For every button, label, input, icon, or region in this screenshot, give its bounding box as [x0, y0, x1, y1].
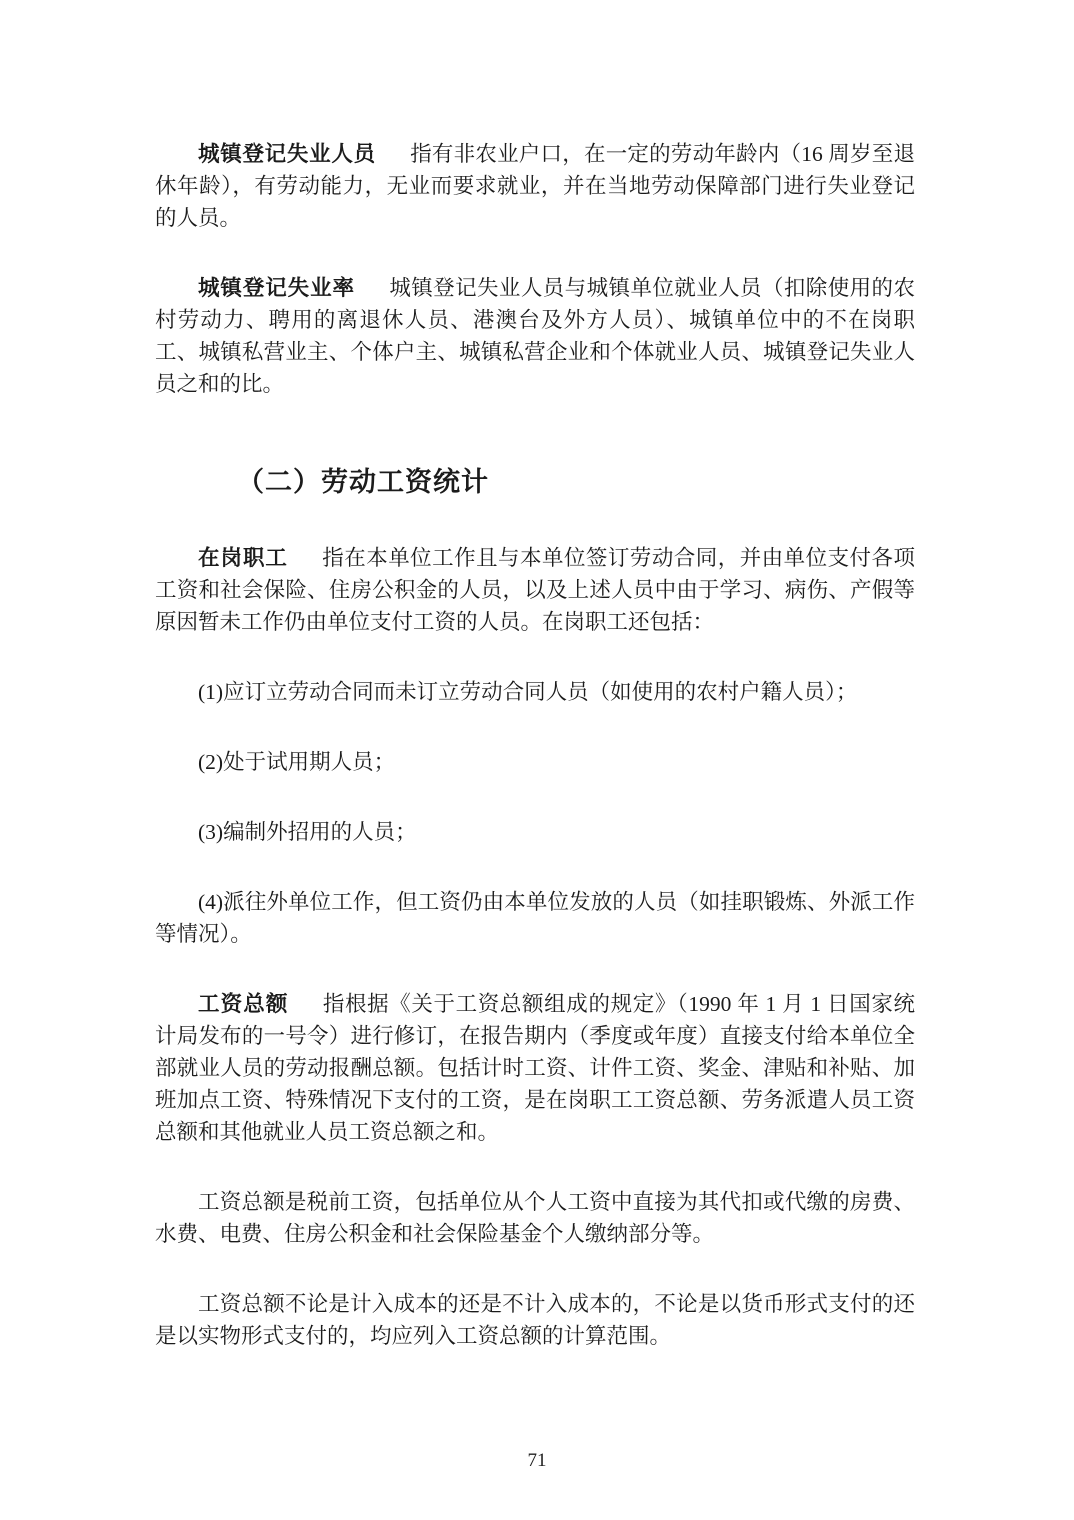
- definition-paragraph-on-duty-staff: [155, 542, 915, 638]
- definition-paragraph-registered-unemployed-persons: [155, 138, 915, 234]
- page-content: [155, 0, 915, 1352]
- definition-text-registered-unemployed-persons: 指有非农业户口，在一定的劳动年龄内（16 周岁至退休年龄），有劳动能力，无业而要求就业，并在当地劳动保障部门进行失业登记的人员。: [155, 142, 915, 230]
- definition-paragraph-total-wages: [155, 988, 915, 1148]
- term-on-duty-staff: 在岗职工: [198, 546, 288, 570]
- list-item-4: (4)派往外单位工作，但工资仍由本单位发放的人员（如挂职锻炼、外派工作等情况）。: [155, 890, 915, 946]
- paragraph-pretax-wages-note: 工资总额是税前工资，包括单位从个人工资中直接为其代扣或代缴的房费、水费、电费、住房公积金和社会保险基金个人缴纳部分等。: [155, 1190, 915, 1246]
- section-heading-labor-wage-statistics: （二）劳动工资统计: [237, 467, 489, 497]
- definition-text-registered-unemployment-rate: 城镇登记失业人员与城镇单位就业人员（扣除使用的农村劳动力、聘用的离退休人员、港澳台及外方人员）、城镇单位中的不在岗职工、城镇私营业主、个体户主、城镇私营企业和个体就业人员、城镇登记失业人员之和的比。: [155, 276, 915, 396]
- list-item-1: (1)应订立劳动合同而未订立劳动合同人员（如使用的农村户籍人员）；: [198, 680, 858, 704]
- list-item-2: (2)处于试用期人员；: [198, 750, 396, 774]
- list-item-3: (3)编制外招用的人员；: [198, 820, 417, 844]
- definition-paragraph-registered-unemployment-rate: [155, 272, 915, 400]
- term-total-wages: 工资总额: [198, 992, 289, 1016]
- paragraph-wage-calculation-scope-note: 工资总额不论是计入成本的还是不计入成本的，不论是以货币形式支付的还是以实物形式支付的，均应列入工资总额的计算范围。: [155, 1292, 915, 1348]
- term-registered-unemployed-persons: 城镇登记失业人员: [198, 142, 376, 166]
- definition-text-total-wages: 指根据《关于工资总额组成的规定》（1990 年 1 月 1 日国家统计局发布的一号令）进行修订，在报告期内（季度或年度）直接支付给本单位全部就业人员的劳动报酬总额。包括计时工资、计件工资、奖金、津贴和补贴、加班加点工资、特殊情况下支付的工资，是在岗职工工资总额、劳务派遣人员工资总额和其他就业人员工资总额之和。: [155, 992, 915, 1144]
- term-registered-unemployment-rate: 城镇登记失业率: [198, 276, 355, 300]
- definition-text-on-duty-staff: 指在本单位工作且与本单位签订劳动合同，并由单位支付各项工资和社会保险、住房公积金的人员，以及上述人员中由于学习、病伤、产假等原因暂未工作仍由单位支付工资的人员。在岗职工还包括：: [155, 546, 915, 634]
- page-number: 71: [527, 1450, 547, 1471]
